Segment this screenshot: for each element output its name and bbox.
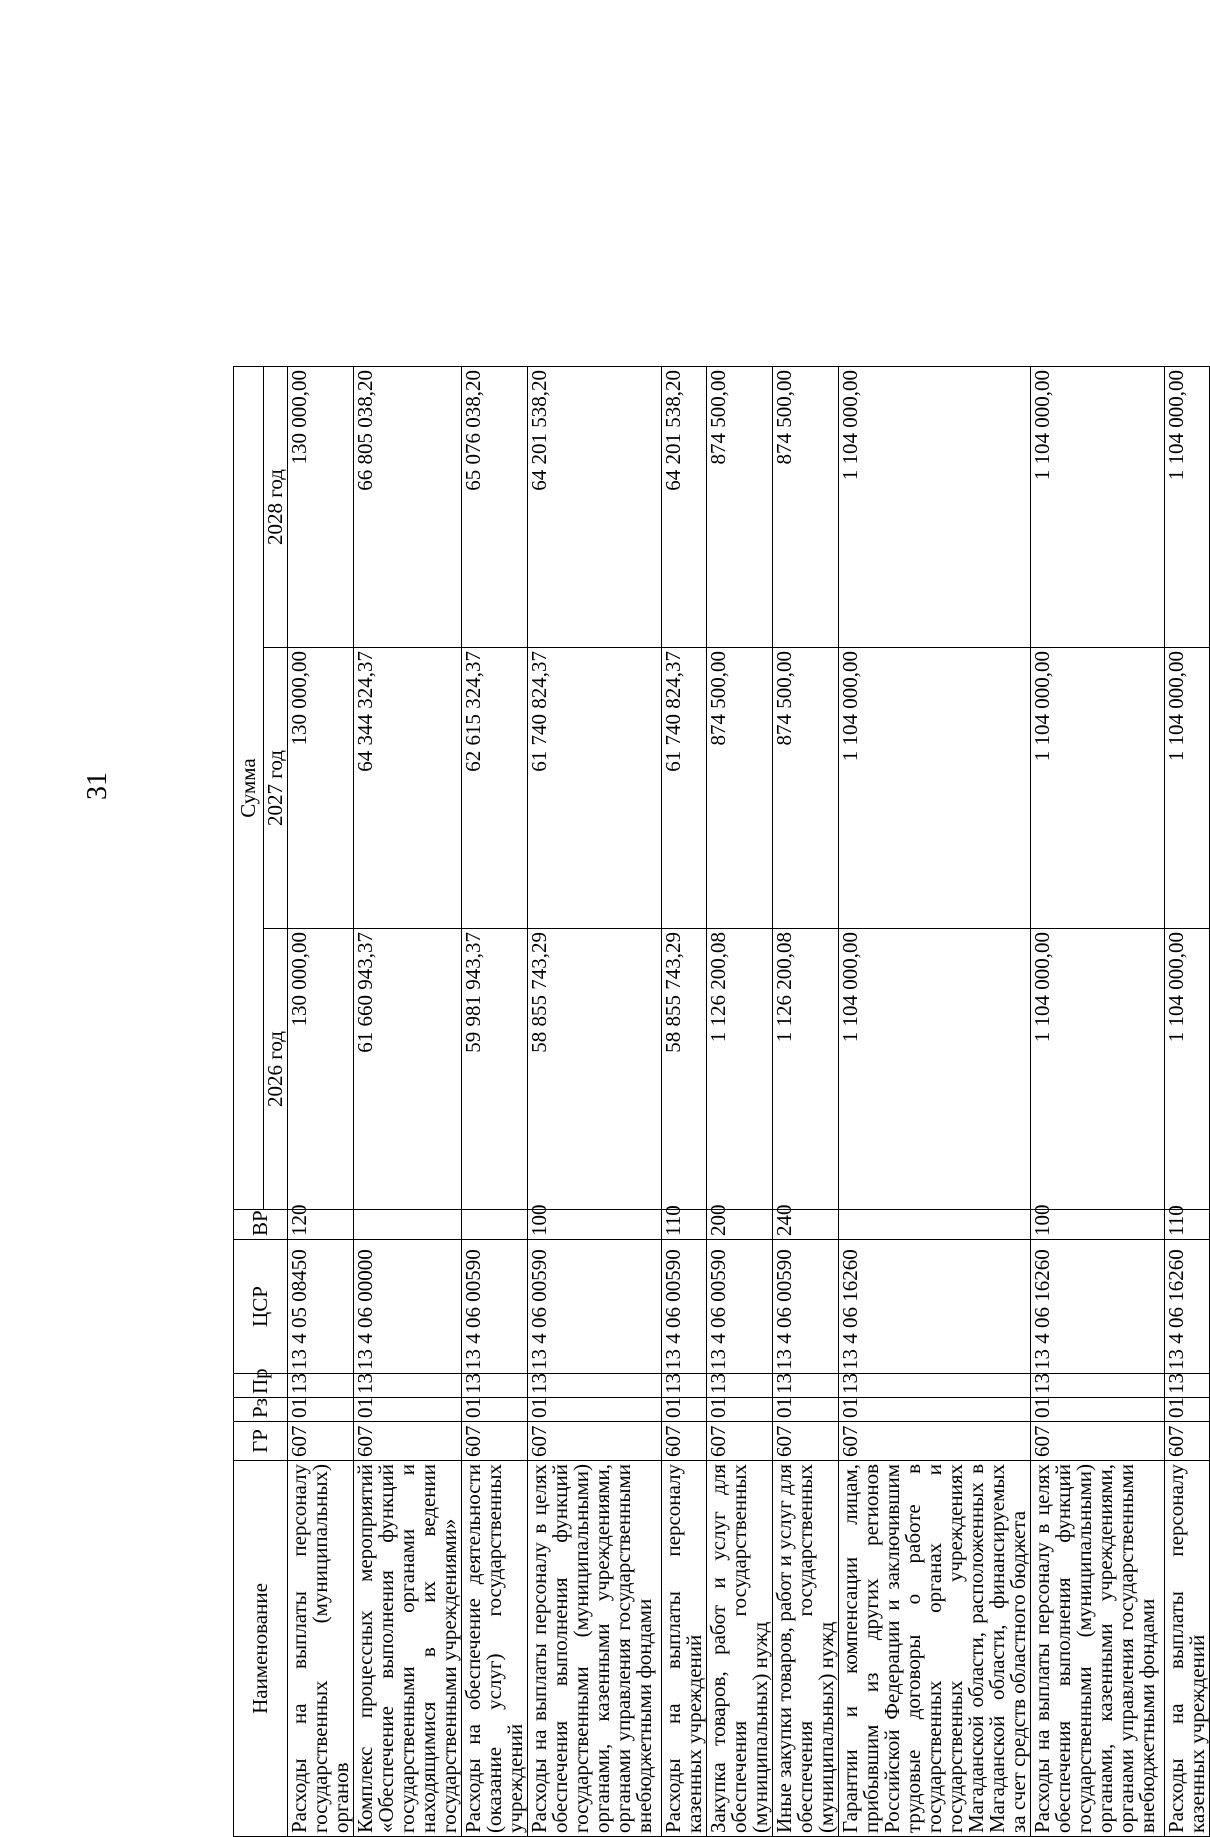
table-row	[288, 367, 354, 1837]
row-pr: 13	[462, 1374, 528, 1398]
row-vr: 110	[662, 1210, 707, 1240]
row-csr: 13 4 06 00000	[354, 1240, 462, 1374]
rotated-table-container	[233, 367, 1209, 1837]
row-csr: 13 4 06 00590	[462, 1240, 528, 1374]
row-2028: 1 104 000,00	[1165, 367, 1210, 648]
row-gr: 607	[288, 1422, 354, 1461]
row-2027: 61 740 824,37	[662, 648, 707, 929]
row-2026: 61 660 943,37	[354, 929, 462, 1210]
table-row	[1165, 367, 1210, 1837]
row-2027: 874 500,00	[773, 648, 839, 929]
row-rz: 01	[462, 1398, 528, 1422]
row-name: Расходы на выплаты персоналу государственных (муниципальных) органов	[288, 1461, 354, 1837]
header-rz: Рз	[234, 1398, 288, 1422]
header-pr: Пр	[234, 1374, 288, 1398]
row-rz: 01	[1165, 1398, 1210, 1422]
row-csr: 13 4 06 00590	[662, 1240, 707, 1374]
row-2027: 130 000,00	[288, 648, 354, 929]
row-2027: 1 104 000,00	[1165, 648, 1210, 929]
header-sum: Сумма	[234, 367, 264, 1210]
header-2028: 2028 год	[264, 367, 288, 648]
row-rz: 01	[354, 1398, 462, 1422]
row-gr: 607	[707, 1422, 773, 1461]
row-2028: 64 201 538,20	[662, 367, 707, 648]
row-rz: 01	[839, 1398, 1031, 1422]
row-gr: 607	[528, 1422, 662, 1461]
row-2026: 58 855 743,29	[528, 929, 662, 1210]
row-name: Гарантии и компенсации лицам, прибывшим из других регионов Российской Федерации и заключившим трудовые договоры о работе в государственных органах и государственных учреждениях Магаданской области, расположенных в Магаданской области, финансируемых за счет средств областного бюджета	[839, 1461, 1031, 1837]
row-vr: 100	[1031, 1210, 1165, 1240]
row-vr: 120	[288, 1210, 354, 1240]
row-2027: 874 500,00	[707, 648, 773, 929]
row-name: Комплекс процессных мероприятий «Обеспечение выполнения функций государственными органами и находящимися в их ведении государственными учреждениями»	[354, 1461, 462, 1837]
header-csr: ЦСР	[234, 1240, 288, 1374]
row-2026: 1 126 200,08	[707, 929, 773, 1210]
row-vr: 110	[1165, 1210, 1210, 1240]
row-csr: 13 4 06 16260	[1031, 1240, 1165, 1374]
row-rz: 01	[773, 1398, 839, 1422]
row-gr: 607	[462, 1422, 528, 1461]
row-2028: 66 805 038,20	[354, 367, 462, 648]
table-row	[773, 367, 839, 1837]
row-2026: 58 855 743,29	[662, 929, 707, 1210]
row-rz: 01	[288, 1398, 354, 1422]
row-2027: 62 615 324,37	[462, 648, 528, 929]
row-pr: 13	[707, 1374, 773, 1398]
row-2028: 874 500,00	[707, 367, 773, 648]
row-vr: 100	[528, 1210, 662, 1240]
table-row	[462, 367, 528, 1837]
row-pr: 13	[528, 1374, 662, 1398]
row-name: Расходы на выплаты персоналу казенных учреждений	[662, 1461, 707, 1837]
row-csr: 13 4 06 00590	[707, 1240, 773, 1374]
row-rz: 01	[1031, 1398, 1165, 1422]
row-csr: 13 4 06 00590	[773, 1240, 839, 1374]
row-2026: 59 981 943,37	[462, 929, 528, 1210]
row-2028: 874 500,00	[773, 367, 839, 648]
row-gr: 607	[354, 1422, 462, 1461]
row-name: Расходы на обеспечение деятельности (оказание услуг) государственных учреждений	[462, 1461, 528, 1837]
row-gr: 607	[1031, 1422, 1165, 1461]
row-vr	[839, 1210, 1031, 1240]
row-gr: 607	[1165, 1422, 1210, 1461]
table-row	[1031, 367, 1165, 1837]
row-2026: 1 104 000,00	[1165, 929, 1210, 1210]
table-row	[707, 367, 773, 1837]
row-csr: 13 4 06 00590	[528, 1240, 662, 1374]
row-2028: 1 104 000,00	[839, 367, 1031, 648]
row-rz: 01	[528, 1398, 662, 1422]
table-row	[662, 367, 707, 1837]
row-vr	[462, 1210, 528, 1240]
row-2028: 64 201 538,20	[528, 367, 662, 648]
row-pr: 13	[839, 1374, 1031, 1398]
table-row	[839, 367, 1031, 1837]
row-pr: 13	[1031, 1374, 1165, 1398]
row-name: Расходы на выплаты персоналу казенных учреждений	[1165, 1461, 1210, 1837]
row-pr: 13	[354, 1374, 462, 1398]
row-pr: 13	[288, 1374, 354, 1398]
row-name: Расходы на выплаты персоналу в целях обеспечения выполнения функций государственными (муниципальными) органами, казенными учреждениями, органами управления государственными внебюджетными фондами	[528, 1461, 662, 1837]
row-2028: 130 000,00	[288, 367, 354, 648]
header-vr: ВР	[234, 1210, 288, 1240]
row-csr: 13 4 06 16260	[839, 1240, 1031, 1374]
row-vr: 240	[773, 1210, 839, 1240]
row-2028: 65 076 038,20	[462, 367, 528, 648]
row-2026: 1 104 000,00	[839, 929, 1031, 1210]
table-row	[354, 367, 462, 1837]
row-pr: 13	[662, 1374, 707, 1398]
row-vr: 200	[707, 1210, 773, 1240]
header-name: Наименование	[234, 1461, 288, 1837]
row-pr: 13	[773, 1374, 839, 1398]
row-2026: 1 104 000,00	[1031, 929, 1165, 1210]
row-rz: 01	[662, 1398, 707, 1422]
row-2028: 1 104 000,00	[1031, 367, 1165, 648]
header-2026: 2026 год	[264, 929, 288, 1210]
header-2027: 2027 год	[264, 648, 288, 929]
header-gr: ГР	[234, 1422, 288, 1461]
row-2026: 130 000,00	[288, 929, 354, 1210]
row-2027: 61 740 824,37	[528, 648, 662, 929]
row-gr: 607	[773, 1422, 839, 1461]
table-row	[528, 367, 662, 1837]
row-rz: 01	[707, 1398, 773, 1422]
row-name: Иные закупки товаров, работ и услуг для обеспечения государственных (муниципальных) нужд	[773, 1461, 839, 1837]
row-name: Закупка товаров, работ и услуг для обеспечения государственных (муниципальных) нужд	[707, 1461, 773, 1837]
row-pr: 13	[1165, 1374, 1210, 1398]
row-2026: 1 126 200,08	[773, 929, 839, 1210]
row-gr: 607	[839, 1422, 1031, 1461]
page-number: 31	[82, 772, 113, 800]
budget-table	[233, 366, 1210, 1837]
row-gr: 607	[662, 1422, 707, 1461]
row-vr	[354, 1210, 462, 1240]
row-csr: 13 4 06 16260	[1165, 1240, 1210, 1374]
row-csr: 13 4 05 08450	[288, 1240, 354, 1374]
row-name: Расходы на выплаты персоналу в целях обеспечения выполнения функций государственными (муниципальными) органами, казенными учреждениями, органами управления государственными внебюджетными фондами	[1031, 1461, 1165, 1837]
row-2027: 1 104 000,00	[839, 648, 1031, 929]
row-2027: 64 344 324,37	[354, 648, 462, 929]
row-2027: 1 104 000,00	[1031, 648, 1165, 929]
